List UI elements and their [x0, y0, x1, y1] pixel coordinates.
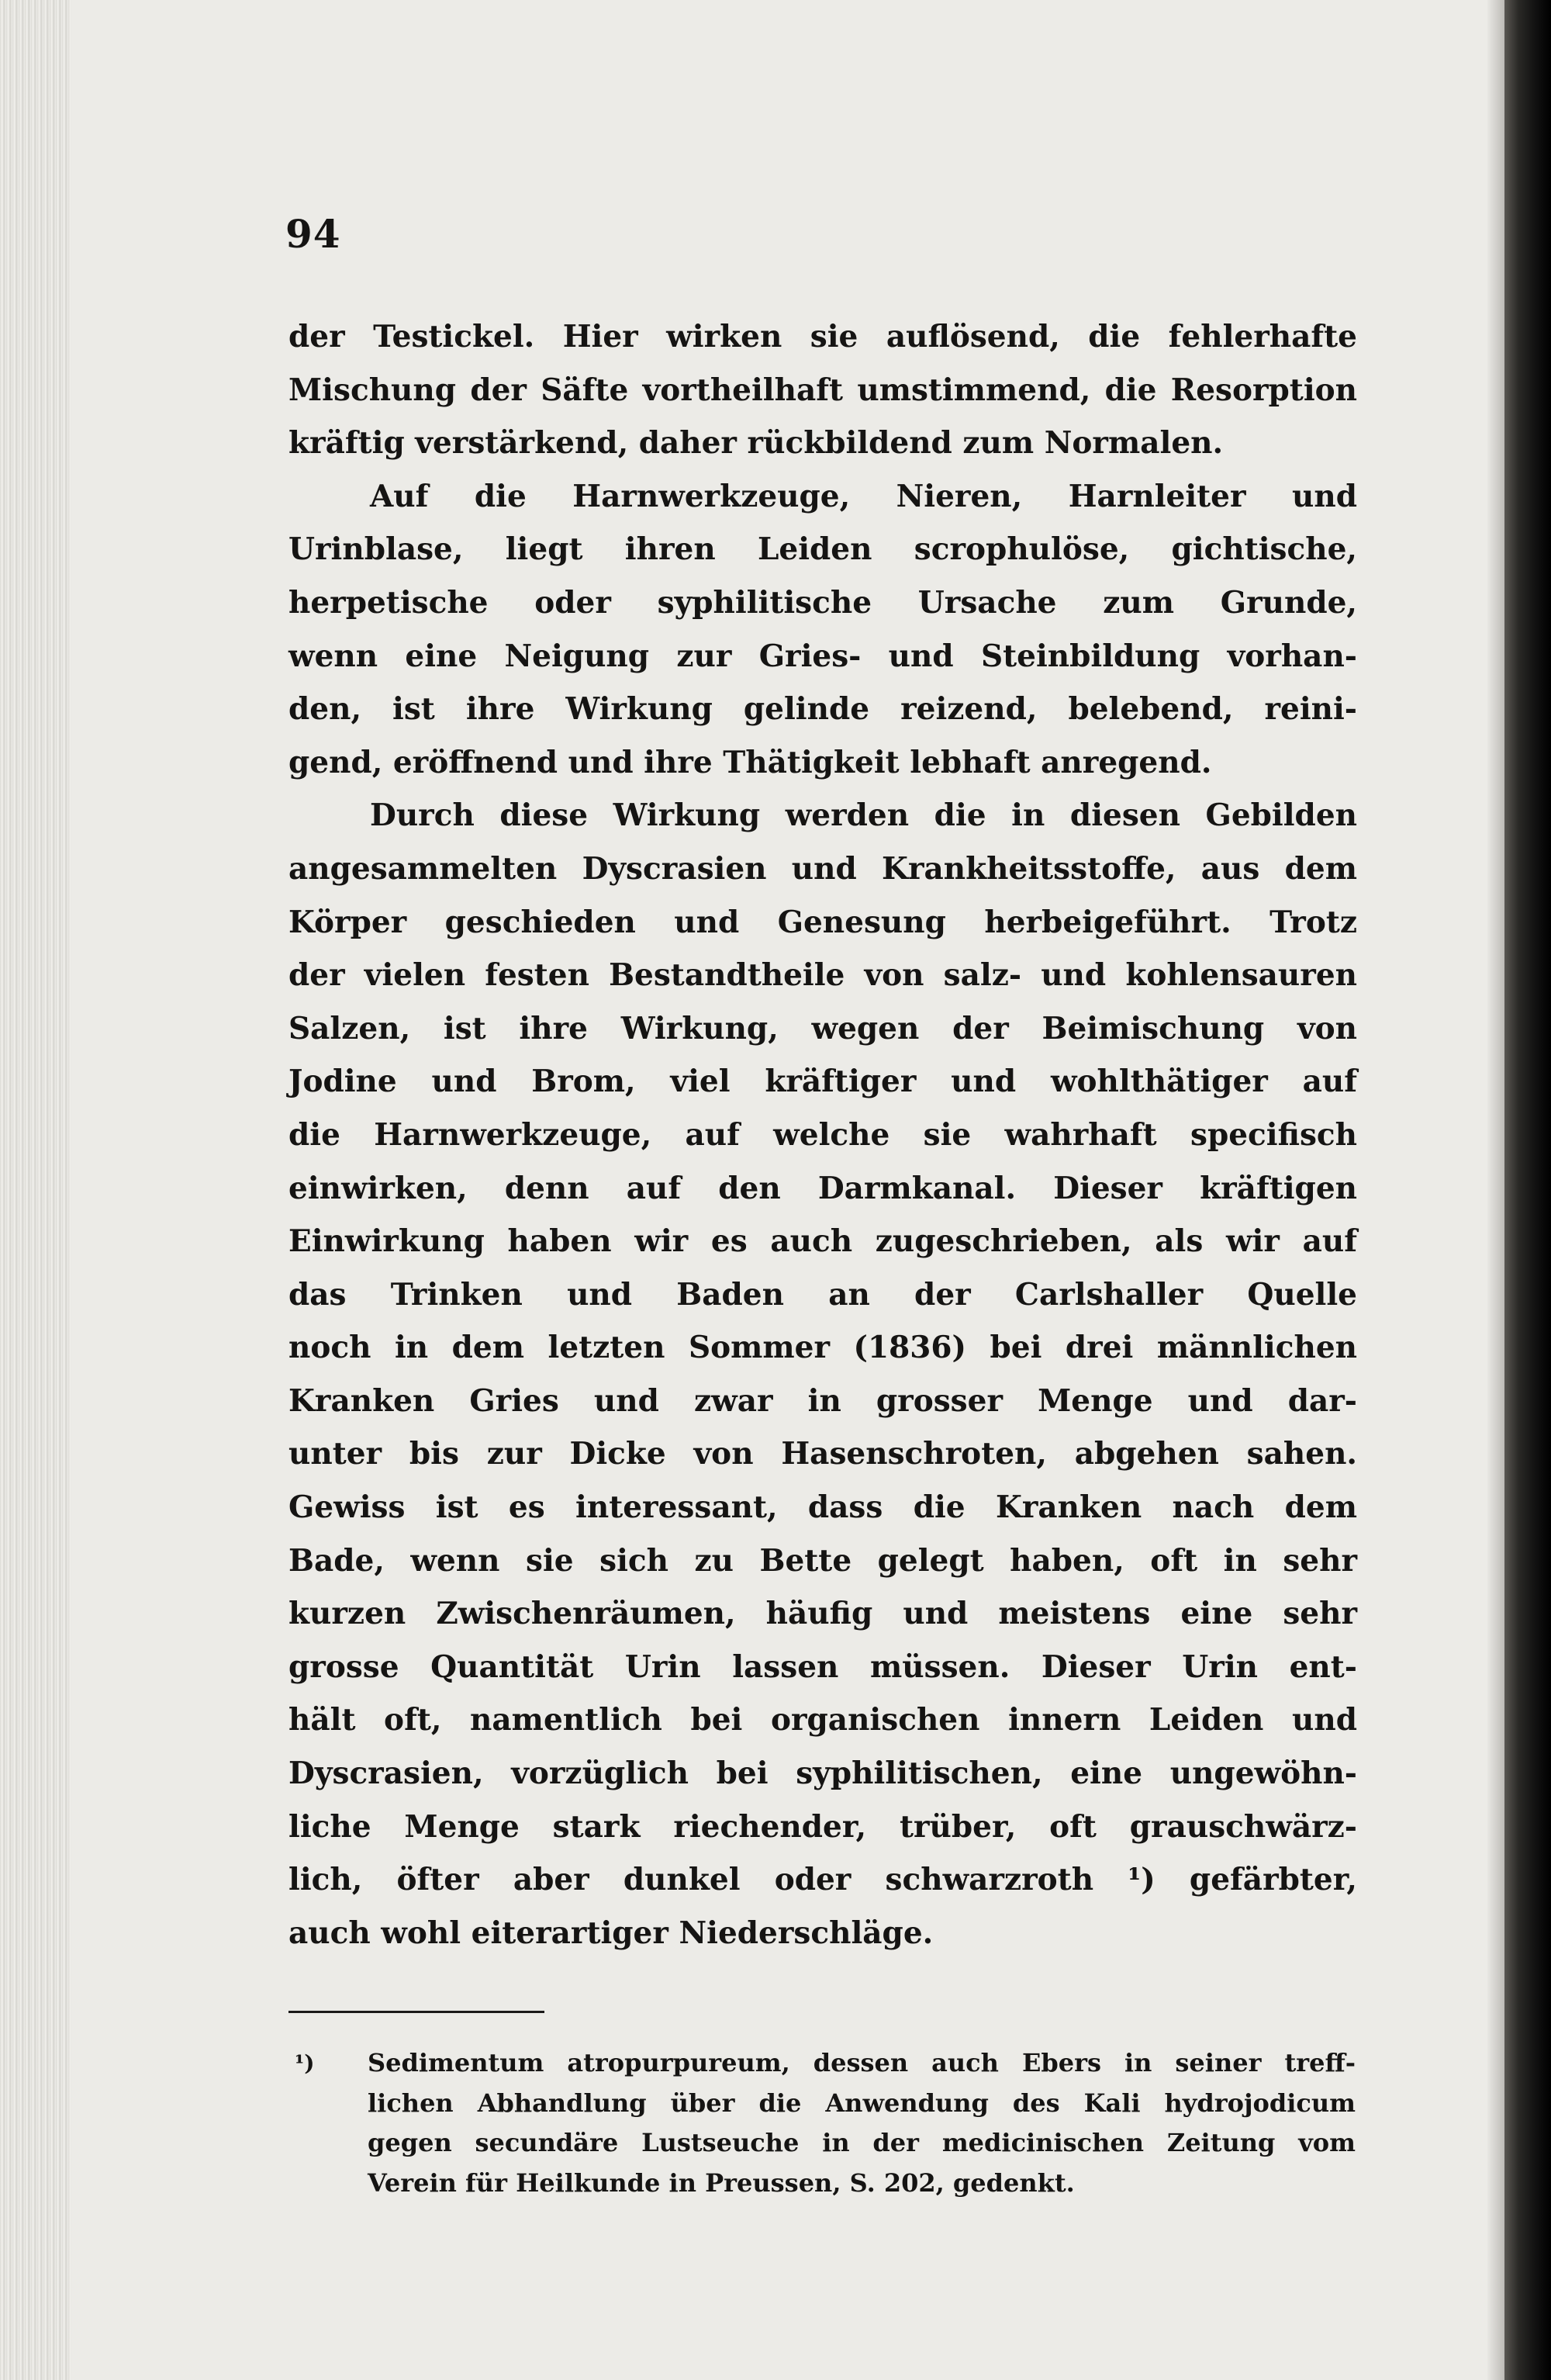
- text-line: auch wohl eiterartiger Niederschläge.: [288, 1915, 934, 1951]
- text-line: das Trinken und Baden an der Carlshaller Quelle: [288, 1276, 1357, 1313]
- text-line: kurzen Zwischenräumen, häufig und meistens eine sehr: [288, 1596, 1357, 1632]
- text-line: Auf die Harnwerkzeuge, Nieren, Harnleiter und: [370, 478, 1357, 514]
- text-line: wenn eine Neigung zur Gries- und Steinbildung vorhan-: [288, 638, 1357, 674]
- text-line: liche Menge stark riechender, trüber, oft grauschwärz-: [288, 1808, 1357, 1845]
- footnote-line: lichen Abhandlung über die Anwendung des Kali hydrojodicum: [368, 2088, 1356, 2118]
- text-line: herpetische oder syphilitische Ursache zum Grunde,: [288, 584, 1357, 621]
- footnote-line: gegen secundäre Lustseuche in der medicinischen Zeitung vom: [368, 2128, 1356, 2157]
- page-edges-left: [0, 0, 71, 2380]
- text-line: Gewiss ist es interessant, dass die Kranken nach dem: [288, 1489, 1357, 1526]
- text-line: kräftig verstärkend, daher rückbildend zum Normalen.: [288, 425, 1224, 462]
- text-line: Salzen, ist ihre Wirkung, wegen der Beimischung von: [288, 1010, 1357, 1046]
- text-line: Mischung der Säfte vortheilhaft umstimmend, die Resorption: [288, 372, 1357, 408]
- text-line: hält oft, namentlich bei organischen innern Leiden und: [288, 1702, 1357, 1738]
- page-number: 94: [285, 211, 341, 257]
- text-line: gend, eröffnend und ihre Thätigkeit lebhaft anregend.: [288, 744, 1212, 780]
- text-line: Durch diese Wirkung werden die in diesen Gebilden: [370, 797, 1357, 834]
- text-line: Körper geschieden und Genesung herbeigeführt. Trotz: [288, 904, 1357, 940]
- text-line: den, ist ihre Wirkung gelinde reizend, belebend, reini-: [288, 691, 1357, 728]
- text-line: der Testickel. Hier wirken sie auflösend, die fehlerhafte: [288, 319, 1357, 355]
- footnote-line: Sedimentum atropurpureum, dessen auch Ebers in seiner treff-: [368, 2048, 1356, 2077]
- footnote: [295, 2043, 1356, 2203]
- text-line: unter bis zur Dicke von Hasenschroten, abgehen sahen.: [288, 1436, 1357, 1472]
- text-line: der vielen festen Bestandtheile von salz- und kohlensauren: [288, 957, 1357, 994]
- text-line: die Harnwerkzeuge, auf welche sie wahrhaft specifisch: [288, 1116, 1357, 1153]
- text-line: noch in dem letzten Sommer (1836) bei drei männlichen: [288, 1330, 1357, 1366]
- text-line: einwirken, denn auf den Darmkanal. Dieser kräftigen: [288, 1170, 1357, 1206]
- text-line: Bade, wenn sie sich zu Bette gelegt haben, oft in sehr: [288, 1542, 1357, 1579]
- text-line: Jodine und Brom, viel kräftiger und wohlthätiger auf: [288, 1064, 1357, 1100]
- text-line: Dyscrasien, vorzüglich bei syphilitischen, eine ungewöhn-: [288, 1756, 1357, 1792]
- footnote-divider: [288, 2011, 544, 2013]
- text-line: Kranken Gries und zwar in grosser Menge und dar-: [288, 1382, 1357, 1419]
- book-binding: [1504, 0, 1551, 2380]
- footnote-marker: ¹): [295, 2050, 315, 2076]
- text-line: lich, öfter aber dunkel oder schwarzroth ¹) gefärbter,: [288, 1862, 1357, 1898]
- page-gutter-shadow: [1487, 0, 1504, 2380]
- text-line: Einwirkung haben wir es auch zugeschrieben, als wir auf: [288, 1223, 1357, 1260]
- body-text: [288, 310, 1357, 1960]
- footnote-line: Verein für Heilkunde in Preussen, S. 202, gedenkt.: [368, 2167, 1075, 2198]
- text-line: angesammelten Dyscrasien und Krankheitsstoffe, aus dem: [288, 850, 1357, 887]
- text-line: Urinblase, liegt ihren Leiden scrophulöse, gichtische,: [288, 531, 1357, 568]
- text-line: grosse Quantität Urin lassen müssen. Dieser Urin ent-: [288, 1648, 1357, 1685]
